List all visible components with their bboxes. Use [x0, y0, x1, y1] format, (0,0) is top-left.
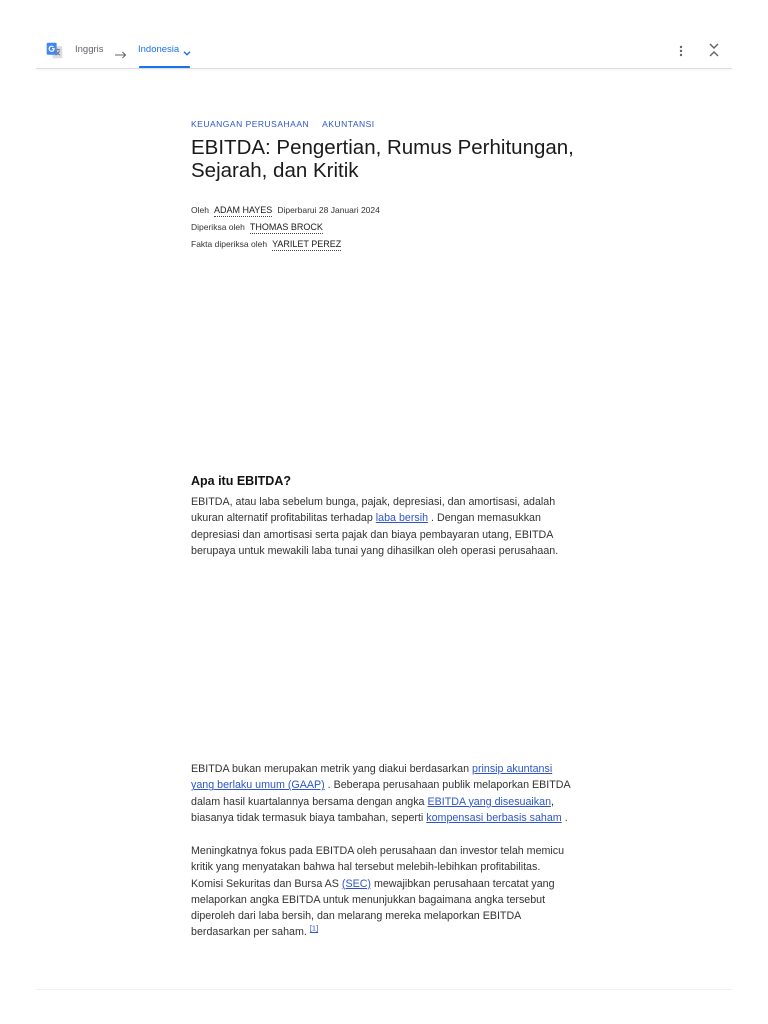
paragraph-text: biasanya tidak termasuk biaya tambahan, seperti	[191, 811, 427, 824]
source-language-tab[interactable]: Inggris	[75, 44, 104, 55]
link-text: prinsip akuntansi	[472, 763, 553, 775]
paragraph-text: ukuran alternatif profitabilitas terhadap	[191, 512, 376, 525]
breadcrumb-keuangan-perusahaan[interactable]: KEUANGAN PERUSAHAAN	[191, 119, 310, 129]
target-language-label: Indonesia	[138, 44, 180, 55]
google-translate-icon	[46, 42, 63, 59]
footer-divider	[36, 989, 732, 990]
paragraph-definition	[191, 494, 558, 559]
page-title: EBITDA: Pengertian, Rumus Perhitungan, Sejarah, dan Kritik	[191, 135, 574, 182]
paragraph-text: . Beberapa perusahaan publik melaporkan EBITDA	[324, 779, 571, 792]
paragraph-criticism	[191, 843, 564, 941]
chevron-down-icon	[183, 48, 191, 53]
paragraph-text: . Dengan memasukkan	[428, 512, 541, 525]
paragraph-text: Meningkatnya fokus pada EBITDA oleh perusahaan dan investor telah memicu	[191, 845, 565, 857]
byline-fact-checker-row	[191, 234, 380, 251]
translate-bar-divider	[36, 68, 732, 69]
target-language-tab[interactable]	[138, 44, 191, 56]
breadcrumb-akuntansi[interactable]: AKUNTANSI	[322, 119, 375, 129]
paragraph-gaap	[191, 761, 571, 826]
more-vert-icon[interactable]	[679, 44, 683, 56]
paragraph-text: mewajibkan perusahaan tercatat yang	[370, 877, 555, 890]
paragraph-text: berupaya untuk mewakili laba tunai yang dihasilkan oleh operasi perusahaan.	[191, 544, 559, 557]
link-sec[interactable]: (SEC)	[341, 877, 371, 890]
paragraph-text: ,	[551, 795, 555, 808]
byline-author-row	[191, 200, 380, 217]
byline-reviewer-row	[191, 217, 380, 234]
link-stock-based-compensation[interactable]: kompensasi berbasis saham	[426, 811, 562, 824]
byline	[191, 200, 380, 251]
author-link[interactable]: ADAM HAYES	[213, 205, 273, 215]
paragraph-text: EBITDA, atau laba sebelum bunga, pajak, depresiasi, dan amortisasi, adalah	[191, 496, 556, 508]
reviewer-link[interactable]: THOMAS BROCK	[249, 222, 323, 232]
paragraph-text: .	[561, 811, 568, 824]
paragraph-text: melaporkan angka EBITDA untuk menunjukkan bagaimana angka tersebut	[191, 893, 546, 906]
fact-checker-link[interactable]: YARILET PEREZ	[272, 239, 342, 249]
paragraph-text: diperoleh dari laba bersih, dan melarang mereka melaporkan EBITDA	[191, 910, 522, 923]
paragraph-text: berdasarkan per saham.	[191, 926, 310, 939]
footnote-link[interactable]: [1]	[309, 923, 319, 933]
updated-date: Diperbarui 28 Januari 2024	[277, 205, 380, 215]
author-label: Oleh	[191, 205, 209, 215]
paragraph-text: depresiasi dan amortisasi serta pajak dan biaya pembayaran utang, EBITDA	[191, 528, 554, 541]
link-adjusted-ebitda[interactable]: EBITDA yang disesuaikan	[427, 795, 552, 808]
paragraph-text: EBITDA bukan merupakan metrik yang diakui berdasarkan	[191, 763, 472, 775]
reviewer-label: Diperiksa oleh	[191, 222, 245, 232]
paragraph-text: dalam hasil kuartalannya bersama dengan angka	[191, 795, 428, 808]
link-text: yang berlaku umum (GAAP)	[191, 779, 325, 792]
unfold-less-icon[interactable]	[708, 43, 720, 57]
paragraph-text: Komisi Sekuritas dan Bursa AS	[191, 877, 342, 890]
section-heading: Apa itu EBITDA?	[191, 474, 291, 488]
arrow-right-icon	[115, 46, 127, 54]
paragraph-text: kritik yang menyatakan bahwa hal tersebut melebih-lebihkan profitabilitas.	[191, 861, 541, 874]
link-laba-bersih[interactable]: laba bersih	[375, 512, 429, 525]
fact-checker-label: Fakta diperiksa oleh	[191, 239, 268, 249]
breadcrumb	[191, 118, 375, 130]
